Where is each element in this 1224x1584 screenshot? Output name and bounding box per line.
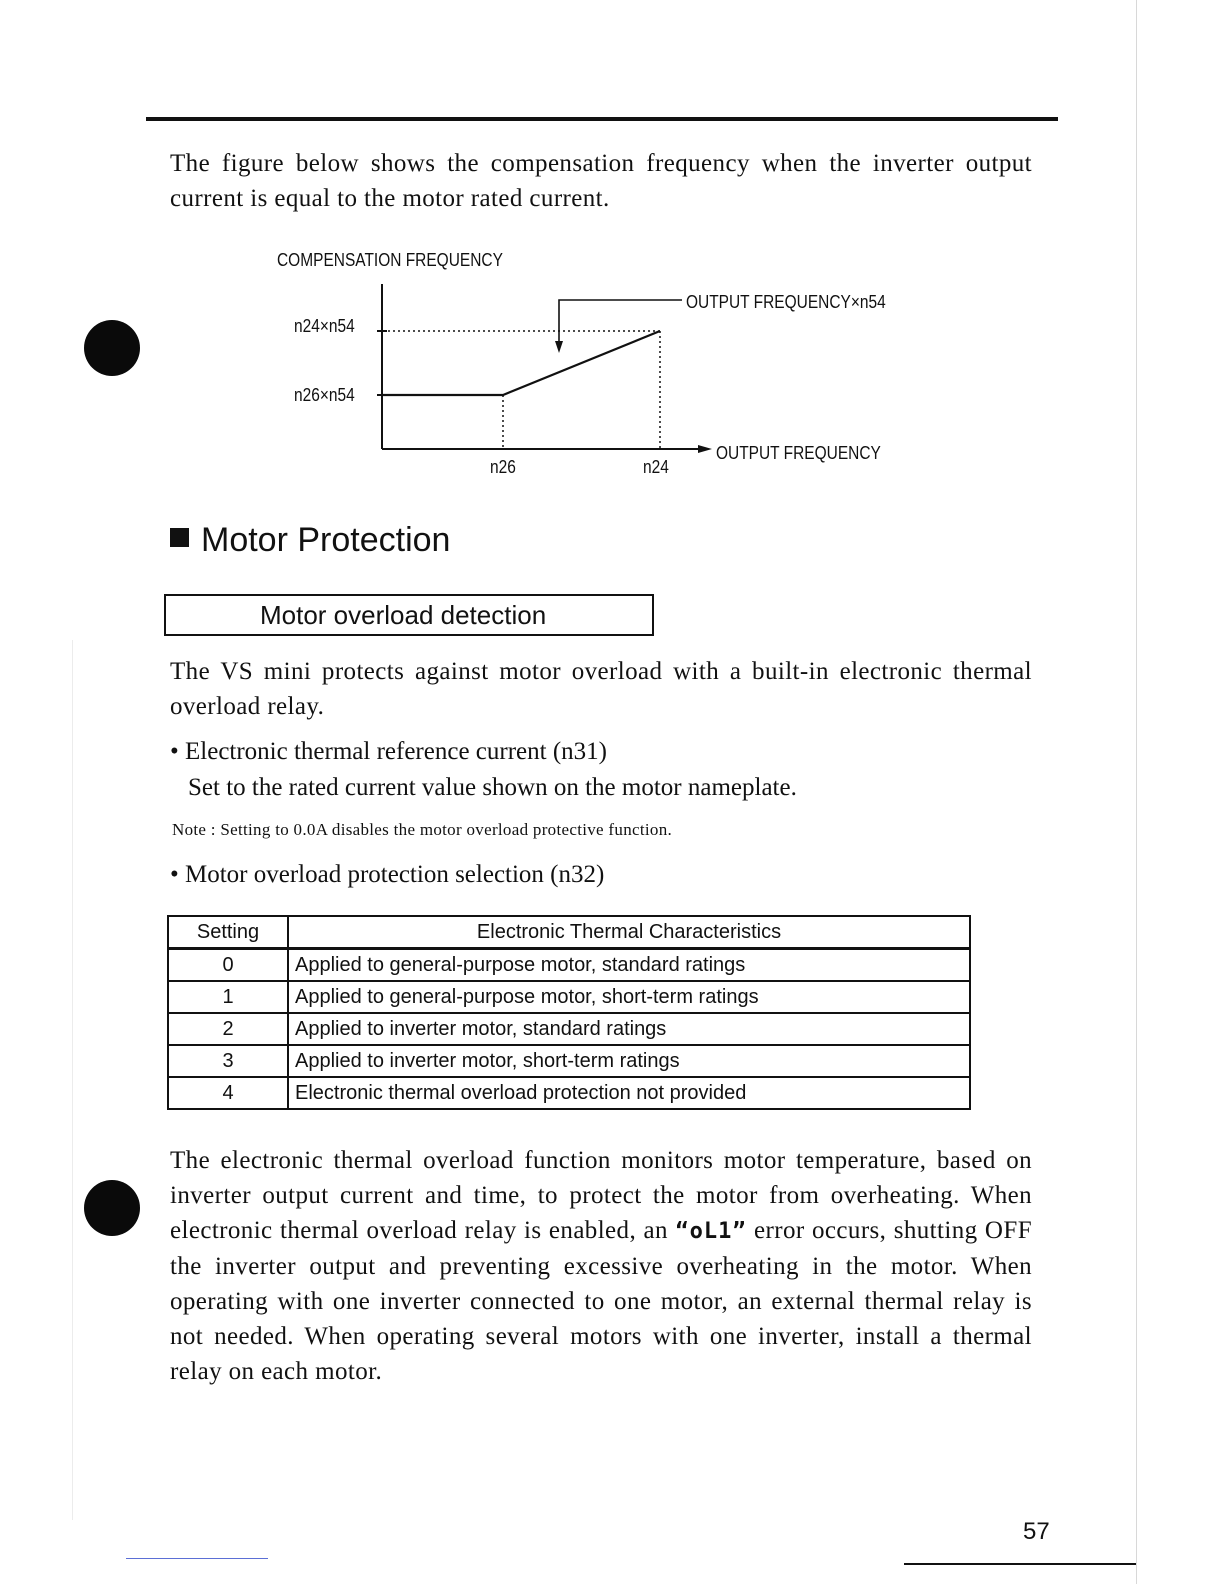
bullet-thermal-reference-detail: Set to the rated current value shown on the motor nameplate. <box>188 774 797 801</box>
closing-text-part1: The electronic thermal overload function monitors motor temperature, based on inverter output current and time, to protect the motor from overheating. When electronic thermal overload relay is enabled, an <box>170 1147 1032 1244</box>
compensation-frequency-diagram <box>0 0 1224 520</box>
diagram-callout-leader <box>559 300 682 343</box>
closing-paragraph <box>170 1143 1032 1389</box>
table-cell-setting: 4 <box>168 1077 288 1109</box>
diagram-y-axis-title: COMPENSATION FREQUENCY <box>277 250 503 270</box>
table-row <box>168 981 970 1013</box>
diagram-y-label-bottom: n26×n54 <box>294 385 355 405</box>
footer-rule-right <box>904 1563 1136 1565</box>
footer-rule-left <box>126 1558 268 1559</box>
diagram-callout-label: OUTPUT FREQUENCY×n54 <box>686 292 886 312</box>
body-intro-paragraph: The VS mini protects against motor overload with a built-in electronic thermal overload relay. <box>170 658 1032 720</box>
diagram-y-label-top: n24×n54 <box>294 316 355 336</box>
table-header-row <box>168 916 970 949</box>
diagram-x-axis-arrowhead <box>698 445 712 453</box>
table-row <box>168 1077 970 1109</box>
binder-hole-bottom <box>84 1180 140 1236</box>
diagram-x-axis-title: OUTPUT FREQUENCY <box>716 443 881 463</box>
table-header-characteristics: Electronic Thermal Characteristics <box>288 916 970 949</box>
table-cell-description: Applied to general-purpose motor, short-term ratings <box>288 981 970 1013</box>
page-number: 57 <box>1023 1518 1050 1545</box>
diagram-x-label-n26: n26 <box>490 457 516 477</box>
note-text: Note : Setting to 0.0A disables the motor overload protective function. <box>172 820 673 839</box>
table-header-setting: Setting <box>168 916 288 949</box>
bullet-thermal-reference: • Electronic thermal reference current (n31) <box>170 738 607 765</box>
diagram-callout-arrowhead <box>555 341 563 353</box>
table-row <box>168 1013 970 1045</box>
table-cell-description: Applied to general-purpose motor, standard ratings <box>288 949 970 982</box>
table-cell-setting: 3 <box>168 1045 288 1077</box>
intro-paragraph: The figure below shows the compensation frequency when the inverter output current is equal to the motor rated current. <box>170 150 1032 212</box>
table-cell-setting: 2 <box>168 1013 288 1045</box>
heading-square-bullet <box>170 528 189 547</box>
table-cell-setting: 0 <box>168 949 288 982</box>
bullet-overload-selection: • Motor overload protection selection (n32) <box>170 861 605 888</box>
diagram-compensation-curve <box>382 331 660 395</box>
closing-text-part2: error occurs, shutting OFF the inverter output and preventing excessive overheating in the motor. When operating with one inverter connected to one motor, an external thermal relay is not needed. When operating several motors with one inverter, install a thermal relay on each motor. <box>170 1217 1032 1385</box>
section-heading <box>170 521 450 560</box>
table-cell-setting: 1 <box>168 981 288 1013</box>
table-row <box>168 1045 970 1077</box>
page-edge-left <box>72 640 73 1520</box>
table-cell-description: Applied to inverter motor, short-term ratings <box>288 1045 970 1077</box>
subsection-title: Motor overload detection <box>260 600 547 630</box>
table-row <box>168 949 970 982</box>
error-code-ol1: “oL1” <box>675 1219 747 1244</box>
table-cell-description: Applied to inverter motor, standard ratings <box>288 1013 970 1045</box>
section-heading-text: Motor Protection <box>201 521 451 559</box>
subsection-title-box <box>164 594 654 636</box>
table-cell-description: Electronic thermal overload protection not provided <box>288 1077 970 1109</box>
diagram-x-label-n24: n24 <box>643 457 669 477</box>
overload-settings-table <box>167 915 971 1110</box>
